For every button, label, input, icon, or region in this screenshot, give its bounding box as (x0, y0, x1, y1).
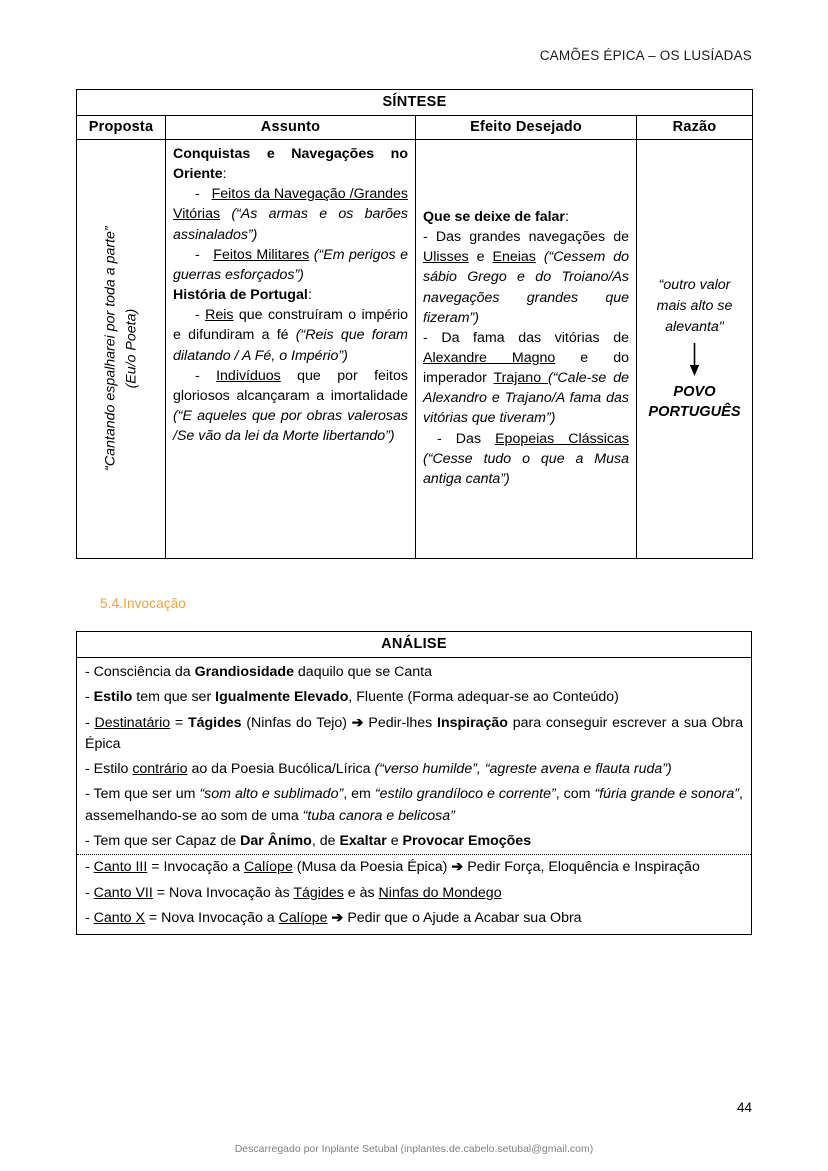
efeito-heading: Que se deixe de falar (423, 208, 565, 225)
analise-dar-animo-run-5: Provocar Emoções (402, 833, 532, 850)
analise-row (77, 658, 752, 686)
assunto-item-4: - Indivíduos que por feitos gloriosos alcançaram a imortalidade (“E aqueles que por obras valerosas /Se vão da lei da Morte libertando”) (173, 367, 408, 445)
razao-target: POVO PORTUGUÊS (648, 384, 741, 420)
analise-item-dar-animo (77, 829, 752, 855)
analise-som-alto-run-1: “som alto e sublimado” (199, 786, 344, 803)
analise-destinatario-run-4: (Ninfas do Tejo) (241, 714, 352, 731)
assunto-item-4-quote: (“E aqueles que por obras valerosas /Se vão da lei da Morte libertando”) (173, 408, 408, 445)
analise-canto-x-run-6: Pedir que o Ajude a Acabar sua Obra (343, 909, 582, 926)
analise-canto-iii-run-4: (Musa da Poesia Épica) (292, 859, 452, 876)
proposta-rotated-text (100, 227, 141, 472)
analise-destinatario-run-3: Tágides (187, 714, 242, 731)
efeito-item-2-mid: e do imperador (423, 350, 629, 387)
analise-item-canto-x (77, 906, 752, 935)
analise-canto-vii-run-4: e às (343, 884, 379, 901)
analise-row (77, 685, 752, 710)
cell-razao (637, 140, 753, 559)
analise-canto-iii-run-1: Canto III (93, 859, 148, 876)
column-header-assunto: Assunto (166, 116, 416, 140)
analise-caption: ANÁLISE (77, 632, 752, 658)
efeito-item-1 (423, 227, 629, 328)
analise-som-alto-run-4: , com (555, 786, 595, 803)
analise-body (77, 658, 752, 935)
section-heading-invocacao: 5.4.Invocação (100, 596, 186, 611)
analise-canto-x-run-0: - (85, 909, 94, 926)
cell-efeito-desejado (416, 140, 637, 559)
analise-canto-vii-run-3: Tágides (293, 884, 344, 901)
analise-som-alto-run-3: “estilo grandíloco e corrente” (374, 786, 556, 803)
analise-estilo-contrario-run-0: - Estilo (85, 761, 133, 778)
assunto-item-1-label: Feitos da Navegação /Grandes Vitórias (173, 186, 408, 223)
analise-dar-animo-run-2: , de (311, 833, 340, 850)
efeito-item-2-pre: - Da fama das vitórias de (423, 329, 629, 346)
efeito-heading-colon: : (564, 208, 569, 225)
column-header-efeito-desejado: Efeito Desejado (416, 116, 637, 140)
column-header-razao: Razão (637, 116, 753, 140)
analise-canto-vii-run-5: Ninfas do Mondego (378, 884, 502, 901)
analise-caption-row (77, 632, 752, 658)
table-row (77, 140, 753, 559)
assunto-item-1-quote: (“As armas e os barões assinalados”) (173, 206, 408, 243)
analise-destinatario-run-6: Pedir-lhes (363, 714, 437, 731)
analise-canto-vii-run-0: - (85, 884, 94, 901)
efeito-item-1-u2: Eneias (492, 249, 536, 266)
analise-canto-x-run-2: = Nova Invocação a (144, 909, 279, 926)
sintese-table (76, 89, 753, 559)
assunto-item-3-text: que construíram o império e difundiram a fé (173, 307, 408, 344)
analise-destinatario-run-7: Inspiração (437, 714, 508, 731)
assunto-item-4-text: que por feitos gloriosos alcançaram a imortalidade (173, 367, 408, 404)
proposta-attribution: (Eu/o Poeta) (123, 309, 139, 389)
analise-canto-vii-run-2: = Nova Invocação às (152, 884, 294, 901)
efeito-item-1-mid: e (468, 249, 493, 266)
page-number: 44 (736, 1100, 752, 1115)
analise-row (77, 881, 752, 906)
analise-row (77, 782, 752, 829)
analise-canto-x-run-3: Calíope (278, 909, 328, 926)
assunto-item-2-label: Feitos Militares (213, 246, 310, 263)
table-header-row (77, 116, 753, 140)
right-arrow-icon: ➔ (331, 909, 344, 926)
analise-canto-x-run-1: Canto X (93, 909, 145, 926)
analise-estilo-contrario-run-2: ao da Poesia Bucólica/Lírica (187, 761, 375, 778)
analise-consciencia-run-0: - Consciência da (85, 664, 195, 680)
analise-item-estilo-elevado (77, 685, 752, 710)
right-arrow-icon: ➔ (351, 714, 364, 731)
assunto-heading-2: História de Portugal (173, 287, 308, 304)
assunto-item-3-quote: (“Reis que foram dilatando / A Fé, o Império”) (173, 327, 408, 364)
analise-estilo-contrario-run-1: contrário (132, 761, 188, 778)
analise-row (77, 829, 752, 855)
analise-canto-iii-run-6: Pedir Força, Eloquência e Inspiração (463, 859, 700, 876)
analise-dar-animo-run-4: e (386, 833, 403, 850)
analise-destinatario-run-0: - (85, 714, 95, 731)
assunto-heading-1: Conquistas e Navegações no Oriente (173, 146, 408, 183)
analise-canto-iii-run-2: = Invocação a (147, 859, 244, 876)
down-arrow-icon (688, 343, 701, 379)
analise-destinatario-run-1: Destinatário (94, 714, 171, 731)
efeito-item-3-pre: - Das (437, 430, 496, 447)
efeito-item-3 (423, 429, 629, 489)
analise-item-estilo-contrario (77, 757, 752, 782)
analise-canto-vii-run-1: Canto VII (93, 884, 153, 901)
assunto-heading-2-colon: : (307, 287, 312, 304)
analise-estilo-elevado-run-4: , Fluente (Forma adequar-se ao Conteúdo) (348, 689, 619, 706)
efeito-item-2 (423, 328, 629, 429)
analise-consciencia-run-2: daquilo que se Canta (293, 664, 433, 680)
assunto-heading-1-colon: : (222, 166, 227, 183)
column-header-proposta: Proposta (77, 116, 166, 140)
download-note: Descarregado por Inplante Setubal (inplantes.de.cabelo.setubal@gmail.com) (234, 1143, 594, 1155)
analise-canto-iii-run-3: Calíope (243, 859, 293, 876)
efeito-item-2-u2: Trajano (493, 370, 548, 387)
analise-table (76, 631, 752, 935)
right-arrow-icon: ➔ (451, 859, 464, 876)
efeito-item-3-quote: (“Cesse tudo o que a Musa antiga canta”) (423, 450, 629, 487)
analise-row (77, 855, 752, 881)
analise-row (77, 711, 752, 758)
analise-destinatario-run-8: para conseguir escrever a sua Obra Épica (85, 714, 744, 752)
analise-row (77, 757, 752, 782)
assunto-item-2-quote: (“Em perigos e guerras esforçados”) (173, 246, 408, 283)
analise-som-alto-run-6: , assemelhando-se ao som de uma (85, 786, 743, 824)
cell-proposta (77, 140, 166, 559)
analise-consciencia-run-1: Grandiosidade (194, 664, 294, 680)
analise-item-canto-vii (77, 881, 752, 906)
analise-estilo-elevado-run-2: tem que ser (132, 689, 216, 706)
assunto-item-4-label: Indivíduos (216, 367, 281, 384)
analise-destinatario-run-2: = (170, 714, 188, 731)
analise-item-som-alto (77, 782, 752, 829)
table-caption-row (77, 90, 753, 116)
analise-item-destinatario (77, 711, 752, 758)
analise-estilo-elevado-run-3: Igualmente Elevado (215, 689, 349, 706)
efeito-item-1-u1: Ulisses (423, 249, 469, 266)
analise-estilo-contrario-run-3: (“verso humilde”, “agreste avena e flauta ruda”) (374, 761, 672, 778)
efeito-item-1-quote: (“Cessem do sábio Grego e do Troiano/As navegações grandes que fizeram”) (423, 249, 629, 326)
analise-estilo-elevado-run-1: Estilo (93, 689, 133, 706)
running-header: CAMÕES ÉPICA – OS LUSÍADAS (539, 48, 752, 63)
efeito-item-2-quote: (“Cale-se de Alexandro e Trajano/A fama das vitórias que tiveram”) (423, 370, 629, 427)
analise-dar-animo-run-1: Dar Ânimo (240, 833, 312, 850)
cell-assunto (166, 140, 416, 559)
assunto-item-3: - Reis que construíram o império e difundiram a fé (“Reis que foram dilatando / A Fé, o Império”) (173, 307, 408, 364)
analise-item-canto-iii (77, 855, 752, 881)
analise-canto-iii-run-0: - (85, 859, 94, 876)
analise-dar-animo-run-3: Exaltar (339, 833, 387, 850)
analise-som-alto-run-0: - Tem que ser um (85, 786, 200, 803)
razao-quote: “outro valor mais alto se alevanta" (656, 277, 733, 335)
efeito-item-3-u1: Epopeias Clássicas (495, 430, 629, 447)
analise-estilo-elevado-run-0: - (85, 689, 94, 706)
efeito-item-2-u1: Alexandre Magno (423, 350, 556, 366)
sintese-caption: SÍNTESE (77, 90, 753, 116)
assunto-item-3-label: Reis (205, 307, 234, 324)
analise-som-alto-run-7: “tuba canora e belicosa” (302, 807, 455, 824)
assunto-item-2: - Feitos Militares (“Em perigos e guerras esforçados”) (173, 246, 408, 283)
analise-som-alto-run-5: “fúria grande e sonora” (594, 786, 740, 803)
proposta-quote: “Cantando espalharei por toda a parte” (102, 226, 119, 472)
efeito-item-1-pre: - Das grandes navegações de (423, 229, 629, 246)
analise-dar-animo-run-0: - Tem que ser Capaz de (85, 833, 241, 850)
analise-row (77, 906, 752, 935)
assunto-item-1: - Feitos da Navegação /Grandes Vitórias (“As armas e os barões assinalados”) (173, 186, 408, 243)
analise-som-alto-run-2: , em (343, 786, 375, 803)
analise-item-consciencia (77, 658, 752, 686)
